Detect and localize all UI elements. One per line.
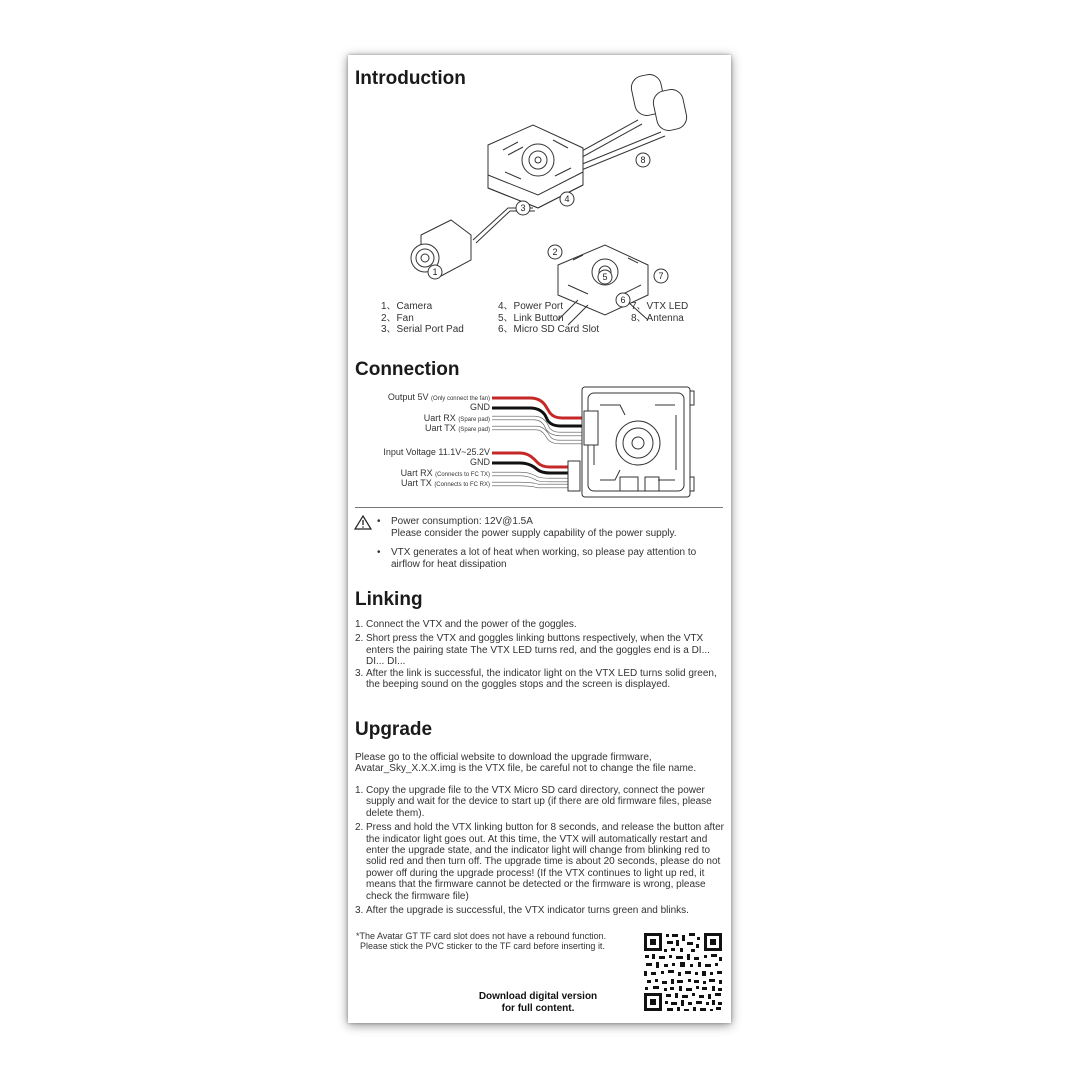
legend-item: 8、Antenna	[631, 312, 684, 324]
list-item: 2. Press and hold the VTX linking button for 8 seconds, and release the button after the indicator light goes out. At this time, the VTX will automatically restart and enter the upgrade state, and the indicator light will change from blinking red to solid red and then turn off. The upgrade time is about 20 seconds, please do not power off during the upgrade process! (If the VTX continues to light up red, it means that the firmware cannot be detected or the firmware is wrong, please check the firmware file)	[355, 822, 725, 902]
list-item: 2. Short press the VTX and goggles linking buttons respectively, when the VTX enters the pairing state The VTX LED turns red, and the goggles end is a DI... DI... DI...	[355, 633, 710, 668]
callout-7: 7	[658, 271, 664, 281]
wire-label-uart-tx-bottom: Uart TX (Connects to FC RX)	[400, 478, 490, 488]
section-title-upgrade: Upgrade	[355, 719, 433, 740]
warning-icon	[354, 515, 372, 530]
wire-label-gnd-top: GND	[470, 402, 490, 412]
bullet-dot: •	[377, 547, 381, 558]
warning-power-title: Power consumption: 12V@1.5A	[391, 516, 533, 527]
section-title-linking: Linking	[355, 589, 423, 610]
product-exploded-diagram	[383, 80, 713, 305]
list-item: 3. After the link is successful, the indicator light on the VTX LED turns solid green, the beeping sound on the goggles stops and the screen is displayed.	[355, 667, 717, 691]
callout-2: 2	[552, 247, 558, 257]
download-line: for full content.	[501, 1003, 575, 1014]
section-title-connection: Connection	[355, 359, 460, 380]
list-item: 3. After the upgrade is successful, the VTX indicator turns green and blinks.	[355, 905, 689, 917]
legend-item: 7、VTX LED	[631, 301, 689, 312]
legend-item: 3、Serial Port Pad	[381, 324, 464, 335]
list-item: 1. Connect the VTX and the power of the goggles.	[355, 619, 577, 630]
legend-item: 2、Fan	[381, 312, 414, 324]
warning-heat: VTX generates a lot of heat when working, so please pay attention to airflow for heat dissipation	[391, 547, 697, 570]
upgrade-steps	[355, 785, 725, 916]
connection-wiring-diagram	[490, 385, 695, 500]
list-item: 1. Copy the upgrade file to the VTX Micro SD card directory, connect the power supply and wait for the device to start up (if there are old firmware files, please delete them).	[355, 785, 712, 819]
download-digital-version	[458, 991, 618, 1015]
wire-label-uart-tx-top: Uart TX (Spare pad)	[424, 423, 490, 433]
bullet-dot: •	[377, 516, 381, 527]
callout-8: 8	[640, 155, 646, 165]
legend-item: 5、Link Button	[498, 312, 564, 324]
wire-label-gnd-bottom: GND	[470, 457, 490, 467]
upgrade-intro: Please go to the official website to download the upgrade firmware, Avatar_Sky_X.X.X.img is the VTX file, be careful not to change the file name.	[355, 752, 697, 775]
section-title-introduction: Introduction	[355, 68, 466, 89]
legend-item: 1、Camera	[381, 301, 433, 312]
connection-divider	[355, 507, 723, 508]
wire-label-input-voltage: Input Voltage 11.1V~25.2V	[383, 447, 490, 457]
callout-5: 5	[602, 272, 608, 282]
wire-label-uart-rx-top: Uart RX (Spare pad)	[423, 413, 490, 423]
legend-col-3	[631, 301, 688, 324]
warning-power	[391, 516, 721, 539]
callout-6: 6	[620, 295, 626, 305]
manual-sheet	[348, 55, 731, 1023]
tf-card-note-line: *The Avatar GT TF card slot does not have a rebound function.	[356, 931, 607, 941]
warning-power-detail: Please consider the power supply capability of the power supply.	[391, 527, 677, 539]
linking-steps	[355, 619, 725, 690]
tf-card-note	[356, 931, 606, 951]
download-line: Download digital version	[478, 991, 598, 1002]
tf-card-note-line: Please stick the PVC sticker to the TF card before inserting it.	[360, 941, 605, 951]
callout-1: 1	[432, 267, 438, 277]
legend-item: 6、Micro SD Card Slot	[498, 324, 600, 335]
callout-3: 3	[520, 203, 526, 213]
qr-code-icon[interactable]	[642, 931, 724, 1013]
legend-col-2	[498, 301, 599, 336]
legend-item: 4、Power Port	[498, 301, 564, 312]
wire-label-uart-rx-bottom: Uart RX (Connects to FC TX)	[400, 468, 490, 478]
legend-col-1	[381, 301, 464, 336]
wire-label-output-5v: Output 5V (Only connect the fan)	[387, 392, 490, 402]
callout-4: 4	[564, 194, 570, 204]
